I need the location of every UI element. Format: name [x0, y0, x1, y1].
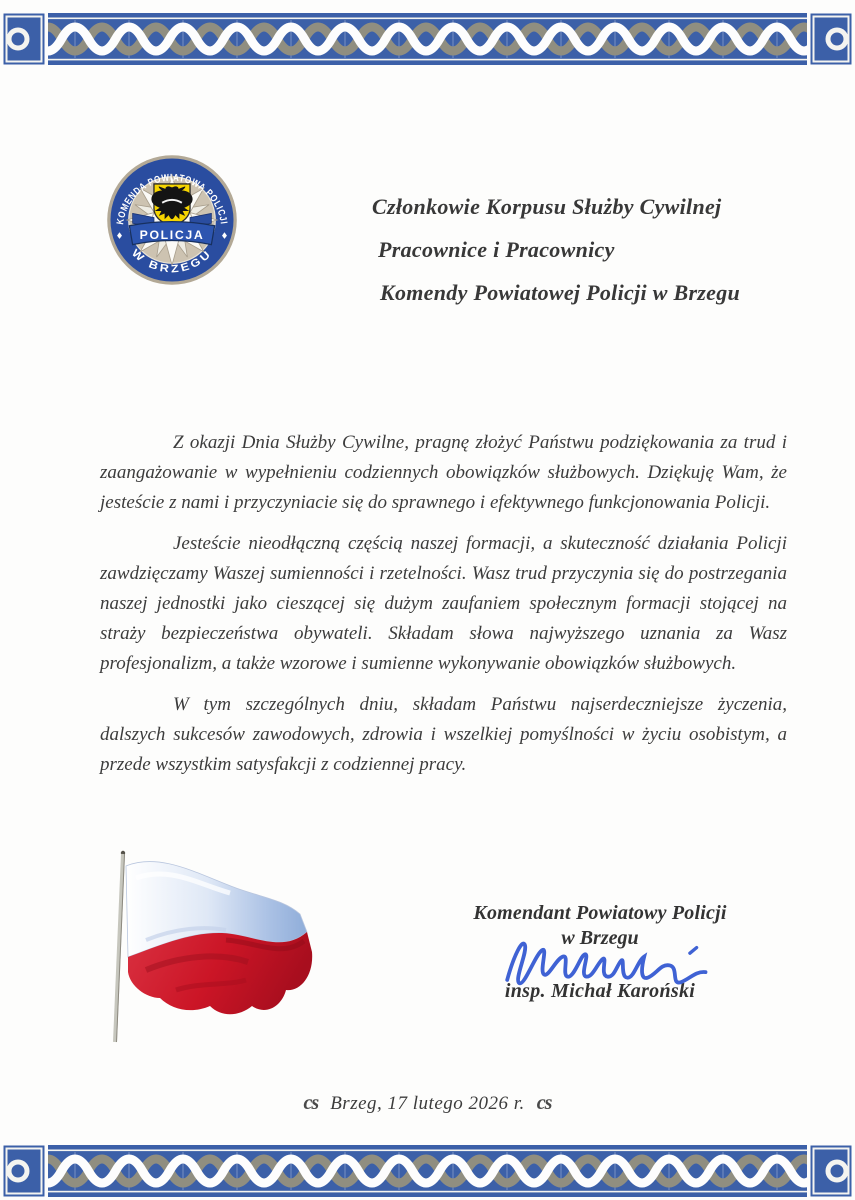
signer-name: insp. Michał Karoński: [504, 980, 696, 1002]
recipient-line: Pracownice i Pracownicy: [378, 237, 615, 262]
body-paragraph: Z okazji Dnia Służby Cywilne, pragnę złożyć Państwu podziękowania za trud i zaangażowanie w wypełnieniu codziennych obowiązków służbowych. Dziękuję Wam, że jesteście z nami i przyczyniacie się do sprawnego i efektywnego funkcjonowania Policji.: [100, 432, 787, 513]
emblem-banner-label: POLICJA: [139, 227, 205, 242]
recipient-line: Członkowie Korpusu Służby Cywilnej: [372, 194, 722, 219]
emblem-policja-banner: [129, 222, 214, 245]
letter-body: [100, 428, 787, 791]
date-line: [0, 1092, 855, 1115]
fleuron-ornament-left: cs: [303, 1092, 319, 1114]
decorative-border-bottom: [3, 1145, 852, 1197]
border-braid-pattern: [48, 13, 807, 65]
recipient-line: Komendy Powiatowej Policji w Brzegu: [380, 280, 741, 305]
flagpole: [115, 854, 123, 1042]
border-corner-ornament: [3, 1145, 45, 1197]
place-date-text: Brzeg, 17 lutego 2026 r.: [330, 1093, 525, 1114]
recipient-block: [372, 194, 812, 323]
border-corner-ornament: [810, 13, 852, 65]
emblem-ring-text-bottom: W BRZEGU: [129, 247, 214, 276]
body-paragraph: Jesteście nieodłączną częścią naszej formacji, a skuteczność działania Policji zawdzięczamy Waszej sumienności i rzetelności. Wasz trud przyczynia się do postrzegania naszej jednostki jako cieszącej się dużym zaufaniem społecznym formacji stojącej na straży bezpieczeństwa obywateli. Składam słowa najwyższego uznania za Wasz profesjonalizm, a także wzorowe i sumienne wykonywanie obowiązków służbowych.: [100, 533, 787, 674]
border-corner-ornament: [3, 13, 45, 65]
signature-block: [440, 902, 760, 1003]
border-corner-ornament: [810, 1145, 852, 1197]
fleuron-ornament-right: cs: [536, 1092, 552, 1114]
signer-title: Komendant Powiatowy Policji: [473, 902, 727, 924]
body-paragraph: W tym szczególnych dniu, składam Państwu najserdeczniejsze życzenia, dalszych sukcesów zawodowych, zdrowia i wszelkiej pomyślności w życiu osobistym, a przede wszystkim satysfakcji z codziennej pracy.: [100, 694, 787, 775]
border-braid-pattern: [48, 1145, 807, 1197]
signer-location: w Brzegu: [561, 927, 639, 949]
decorative-border-top: [3, 13, 852, 65]
polish-flag-photo: [76, 840, 316, 1045]
police-emblem: [90, 138, 254, 302]
emblem-ring-text-top: KOMENDA POWIATOWA POLICJI: [115, 172, 229, 226]
